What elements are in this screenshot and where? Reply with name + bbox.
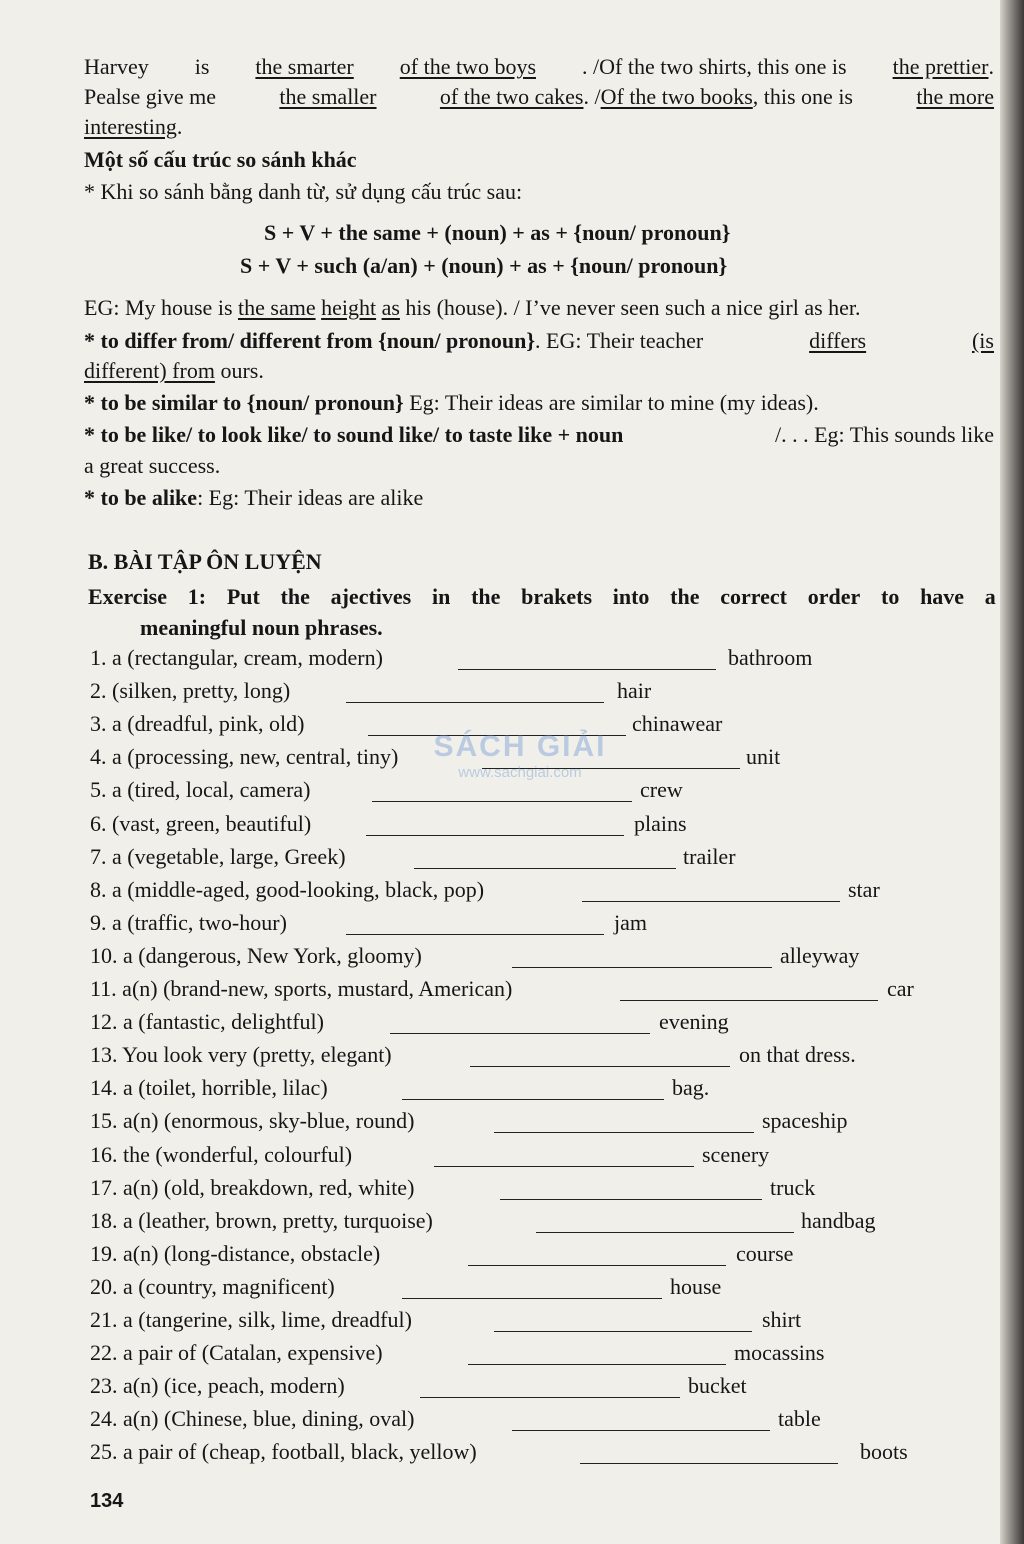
item-prompt: 9. a (traffic, two-hour) (90, 909, 287, 935)
item-prompt: 15. a(n) (enormous, sky-blue, round) (90, 1108, 415, 1134)
answer-blank[interactable] (402, 1298, 662, 1299)
exercise-item (0, 678, 1000, 708)
item-noun: unit (746, 744, 781, 770)
exercise-item (0, 1439, 1000, 1469)
formula-such: S + V + such (a/an) + (noun) + as + {noun/ pronoun} (240, 253, 728, 278)
section-heading: Một số cấu trúc so sánh khác (84, 147, 357, 172)
formula-same: S + V + the same + (noun) + as + {noun/ pronoun} (264, 220, 731, 245)
exercise-item (0, 877, 1000, 907)
book-binding-edge (1000, 0, 1024, 1544)
answer-blank[interactable] (346, 702, 604, 703)
exercise-item (0, 1340, 1000, 1370)
exercise-item (0, 943, 1000, 973)
similar-line: * to be similar to {noun/ pronoun} Eg: Their ideas are similar to mine (my ideas). (84, 390, 819, 415)
item-prompt: 1. a (rectangular, cream, modern) (90, 645, 383, 670)
title-word: 1: (187, 584, 207, 609)
item-prompt: 13. You look very (pretty, elegant) (90, 1042, 392, 1068)
item-noun: crew (640, 777, 683, 803)
exercise-item (0, 1307, 1000, 1337)
title-word: correct (720, 584, 787, 609)
differ-line-2: different) from ours. (84, 358, 264, 383)
exercise-1-title-cont: meaningful noun phrases. (140, 615, 383, 640)
exercise-item (0, 1142, 1000, 1172)
item-prompt: 19. a(n) (long-distance, obstacle) (90, 1240, 381, 1266)
item-prompt: 17. a(n) (old, breakdown, red, white) (90, 1174, 415, 1200)
exercise-item (0, 1108, 1000, 1138)
item-prompt: 5. a (tired, local, camera) (90, 777, 311, 803)
item-prompt: 8. a (middle-aged, good-looking, black, pop) (90, 876, 485, 902)
answer-blank[interactable] (494, 1132, 754, 1133)
item-prompt: 11. a(n) (brand-new, sports, mustard, American) (90, 976, 513, 1001)
title-word: have (920, 584, 965, 609)
item-prompt: 25. a pair of (cheap, football, black, yellow) (90, 1439, 477, 1465)
intro-text-underlined: of the two boys (399, 54, 537, 79)
answer-blank[interactable] (366, 835, 624, 836)
intro-text: . /Of the two shirts, this one is (582, 54, 847, 79)
intro-text: Harvey (84, 54, 149, 79)
item-prompt: 6. (vast, green, beautiful) (90, 810, 312, 836)
item-noun: bathroom (728, 645, 813, 670)
section-b-heading: B. BÀI TẬP ÔN LUYỆN (88, 549, 322, 574)
intro-text-underlined: the more (916, 84, 994, 109)
answer-blank[interactable] (468, 1265, 726, 1266)
title-word: order (807, 584, 861, 609)
answer-blank[interactable] (580, 1463, 838, 1464)
answer-blank[interactable] (494, 1331, 752, 1332)
intro-line-2 (84, 82, 994, 112)
item-noun: chinawear (632, 711, 723, 737)
item-noun: car (887, 976, 914, 1001)
noun-comparison-intro: * Khi so sánh bằng danh từ, sử dụng cấu trúc sau: (84, 179, 523, 204)
item-prompt: 23. a(n) (ice, peach, modern) (90, 1373, 345, 1399)
exercise-item (0, 1208, 1000, 1238)
intro-text: Pealse give me (84, 84, 216, 109)
answer-blank[interactable] (346, 934, 604, 935)
title-word: the (471, 584, 501, 609)
item-noun: boots (860, 1439, 908, 1465)
answer-blank[interactable] (402, 1099, 664, 1100)
exercise-item (0, 1274, 1000, 1304)
exercise-item (0, 1009, 1000, 1039)
item-prompt: 3. a (dreadful, pink, old) (90, 711, 305, 737)
differ-line-1: * to differ from/ different from {noun/ pronoun}. EG: Their teacher differs (is (84, 328, 994, 353)
title-word: to (881, 584, 900, 609)
item-prompt: 12. a (fantastic, delightful) (90, 1009, 324, 1035)
item-prompt: 7. a (vegetable, large, Greek) (90, 843, 346, 869)
item-prompt: 16. the (wonderful, colourful) (90, 1141, 353, 1167)
example-same: EG: My house is the same height as his (house). / I’ve never seen such a nice girl as her. (84, 295, 861, 320)
answer-blank[interactable] (512, 1430, 770, 1431)
item-noun: star (848, 876, 880, 902)
like-line-2: a great success. (84, 453, 221, 478)
intro-text-underlined: the smarter (255, 54, 354, 79)
exercise-item (0, 645, 1000, 675)
title-word: Exercise (88, 584, 168, 609)
title-word: the (670, 584, 700, 609)
page-number: 134 (90, 1490, 124, 1512)
item-noun: hair (617, 678, 652, 704)
item-noun: evening (659, 1009, 729, 1035)
title-word: brakets (521, 584, 593, 609)
exercise-item (0, 1175, 1000, 1205)
item-noun: house (670, 1273, 722, 1299)
item-prompt: 4. a (processing, new, central, tiny) (90, 744, 399, 770)
alike-line: * to be alike: Eg: Their ideas are alike (84, 485, 424, 510)
watermark-logo: SÁCH GIẢI www.sachgiai.com (433, 730, 607, 781)
item-noun: trailer (683, 843, 736, 869)
item-prompt: 21. a (tangerine, silk, lime, dreadful) (90, 1307, 412, 1332)
answer-blank[interactable] (420, 1397, 680, 1398)
like-line-1: * to be like/ to look like/ to sound like/ to taste like + noun /. . . Eg: This sounds like (84, 422, 994, 447)
item-noun: alleyway (780, 942, 860, 968)
intro-text-underlined: the prettier. (892, 54, 994, 79)
item-noun: mocassins (734, 1340, 825, 1366)
exercise-item (0, 844, 1000, 874)
item-noun: spaceship (762, 1108, 848, 1134)
answer-blank[interactable] (468, 1364, 726, 1365)
title-word: into (612, 584, 650, 609)
title-word: Put (226, 584, 260, 609)
exercise-item (0, 1075, 1000, 1105)
answer-blank[interactable] (414, 868, 676, 869)
item-prompt: 24. a(n) (Chinese, blue, dining, oval) (90, 1406, 415, 1432)
intro-line-3: interesting. (84, 114, 183, 139)
item-noun: jam (614, 909, 647, 935)
item-noun: truck (770, 1174, 816, 1200)
answer-blank[interactable] (512, 967, 772, 968)
item-prompt: 18. a (leather, brown, pretty, turquoise) (90, 1207, 433, 1233)
item-prompt: 2. (silken, pretty, long) (90, 678, 291, 704)
answer-blank[interactable] (500, 1199, 762, 1200)
answer-blank[interactable] (582, 901, 840, 902)
title-word: the (280, 584, 310, 609)
item-prompt: 20. a (country, magnificent) (90, 1273, 335, 1299)
answer-blank[interactable] (470, 1066, 730, 1067)
title-word: ajectives (330, 584, 412, 609)
exercise-item (0, 1241, 1000, 1271)
title-word: in (431, 584, 451, 609)
item-noun: table (778, 1406, 821, 1432)
answer-blank[interactable] (458, 669, 716, 670)
item-noun: plains (634, 810, 687, 836)
answer-blank[interactable] (536, 1232, 794, 1233)
item-noun: handbag (801, 1207, 876, 1233)
exercise-item (0, 910, 1000, 940)
answer-blank[interactable] (434, 1166, 694, 1167)
intro-line-1 (84, 52, 994, 82)
item-prompt: 14. a (toilet, horrible, lilac) (90, 1075, 328, 1101)
intro-text-underlined: the smaller (279, 84, 377, 109)
exercise-1-title (88, 582, 996, 612)
item-prompt: 22. a pair of (Catalan, expensive) (90, 1340, 383, 1366)
item-noun: scenery (702, 1141, 770, 1167)
item-noun: bucket (688, 1373, 747, 1399)
title-word: a (984, 584, 996, 609)
item-noun: shirt (762, 1307, 802, 1332)
intro-text-underlined: of the two cakes. /Of the two books, this one is (439, 84, 853, 109)
exercise-item (0, 1373, 1000, 1403)
intro-text: is (194, 54, 210, 79)
answer-blank[interactable] (390, 1033, 650, 1034)
item-noun: on that dress. (739, 1042, 856, 1068)
item-noun: bag. (672, 1075, 710, 1101)
exercise-item (0, 1406, 1000, 1436)
item-noun: course (736, 1240, 794, 1266)
answer-blank[interactable] (620, 1000, 878, 1001)
item-prompt: 10. a (dangerous, New York, gloomy) (90, 942, 422, 968)
exercise-item (0, 1042, 1000, 1072)
exercise-item (0, 976, 1000, 1006)
